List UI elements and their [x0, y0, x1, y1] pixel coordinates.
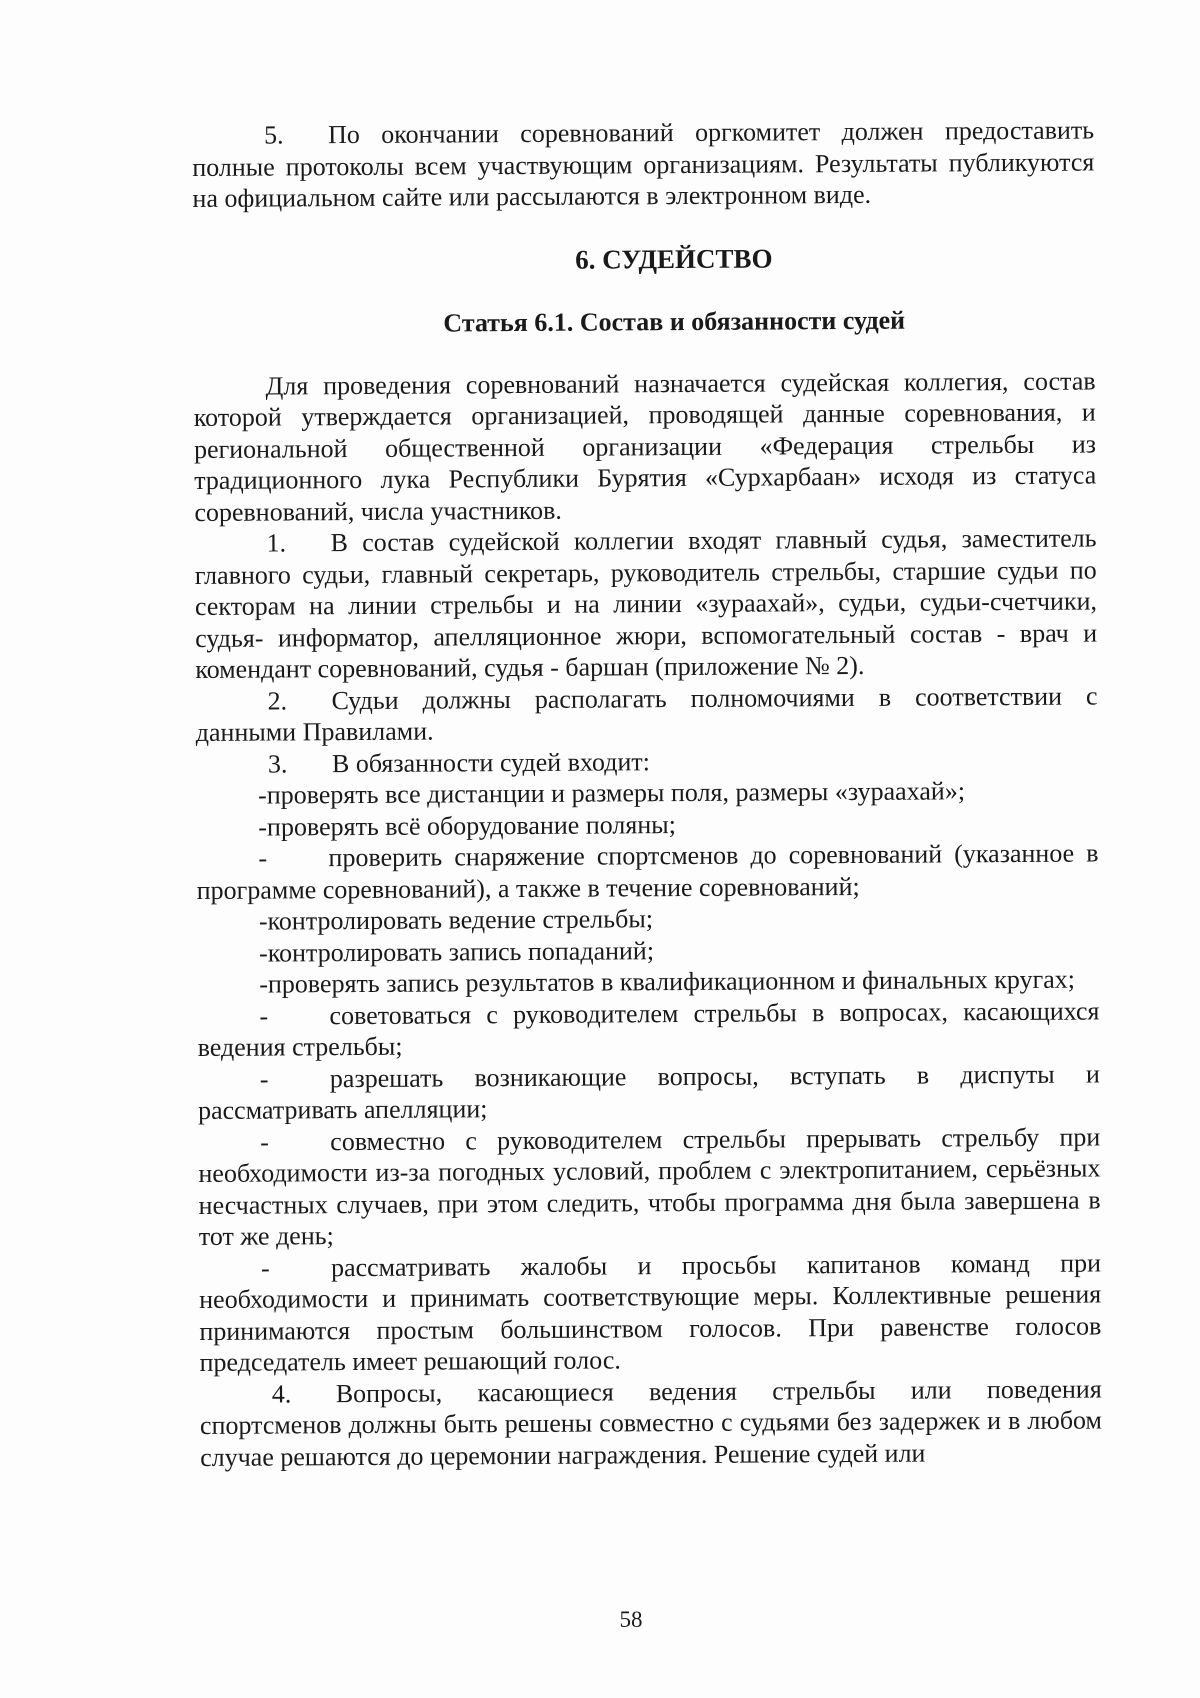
duty-list-item: [197, 963, 1099, 1000]
list-dash: -: [258, 812, 268, 842]
item-text: Вопросы, касающиеся ведения стрельбы или поведения спортсменов должны быть решены совместно с судьями без задержек и в любом случае решаются до церемонии награждения. Решение судей или: [199, 1373, 1103, 1472]
page-content: [192, 114, 1102, 1472]
article-intro-paragraph: Для проведения соревнований назначается судейская коллегия, состав которой утверждается организацией, проводящей данные соревнования, и региональной общественной организации «Федерация стрельбы из традиционного лука Республики Бурятия «Сурхарбаан» исходя из статуса соревнований, числа участников.: [193, 365, 1097, 527]
page-number: 58: [619, 1607, 643, 1632]
list-dash: -: [259, 969, 269, 999]
duty-list-item: [196, 774, 1098, 811]
duty-text: проверять запись результатов в квалификационном и финальных кругах;: [267, 964, 1076, 999]
duty-list-item: [196, 837, 1098, 906]
duty-text: контролировать запись попаданий;: [267, 935, 655, 968]
item-text: В обязанности судей входит:: [331, 746, 651, 778]
duty-list-item: [198, 1121, 1101, 1253]
duty-text: разрешать возникающие вопросы, вступать в диспуты и рассматривать апелляции;: [197, 1058, 1100, 1125]
article-title: Статья 6.1. Состав и обязанности судей: [443, 305, 906, 338]
paragraph-item-4: [200, 1373, 1103, 1473]
list-dash: -: [258, 938, 268, 968]
item-number: 5.: [264, 120, 284, 150]
item-text: Судьи должны располагать полномочиями в соответствии с данными Правилами.: [195, 680, 1098, 747]
item-number: 4.: [271, 1378, 292, 1409]
item-number: 2.: [267, 685, 288, 716]
item-text: В состав судейской коллегии входят главный судья, заместитель главного судьи, главный секретарь, руководитель стрельбы, старшие судьи по секторам на линии стрельбы и на линии «зураахай», судьи, судьи-счетчики, судья- информатор, апелляционное жюри, вспомогательный состав - врач и комендант соревнований, судья - баршан (приложение № 2).: [194, 523, 1098, 684]
duty-list-item: [199, 1247, 1102, 1379]
duty-text: советоваться с руководителем стрельбы в вопросах, касающихся ведения стрельбы;: [197, 995, 1100, 1062]
list-dash: -: [260, 1253, 270, 1283]
list-dash: -: [258, 780, 267, 810]
list-dash: -: [259, 1064, 269, 1094]
item-number: 1.: [266, 528, 287, 558]
paragraph-item-5: [192, 114, 1095, 214]
paragraph-item-2: [195, 680, 1097, 749]
duty-list-item: [198, 1058, 1100, 1127]
duty-list-item: [197, 995, 1099, 1064]
item-text: По окончании соревнований оргкомитет должен предоставить полные протоколы всем участвующим организациям. Результаты публикуются на официальном сайте или рассылаются в электронном виде.: [192, 115, 1095, 213]
list-dash: -: [260, 1127, 270, 1157]
list-dash: -: [258, 843, 268, 873]
duty-text: рассматривать жалобы и просьбы капитанов команд при необходимости и принимать соответствующие меры. Коллективные решения принимаются простым большинством голосов. При равенстве голосов председатель имеет решающий голос.: [199, 1247, 1102, 1377]
duty-text: проверять всё оборудование поляны;: [266, 809, 676, 842]
list-dash: -: [258, 906, 268, 936]
duty-text: совместно с руководителем стрельбы прерывать стрельбу при необходимости из-за погодных условий, проблем с электропитанием, серьёзных несчастных случаев, при этом следить, чтобы программа дня была завершена в тот же день;: [198, 1121, 1101, 1251]
duty-text: контролировать ведение стрельбы;: [267, 904, 654, 936]
duty-text: проверять все дистанции и размеры поля, размеры «зураахай»;: [266, 776, 966, 810]
item-number: 3.: [267, 748, 288, 779]
section-title: 6. СУДЕЙСТВО: [575, 242, 773, 275]
list-dash: -: [259, 1001, 269, 1031]
duty-text: проверить снаряжение спортсменов до соревнований (указанное в программе соревнований), а также в течение соревнований;: [196, 838, 1099, 905]
paragraph-item-1: [194, 522, 1097, 685]
